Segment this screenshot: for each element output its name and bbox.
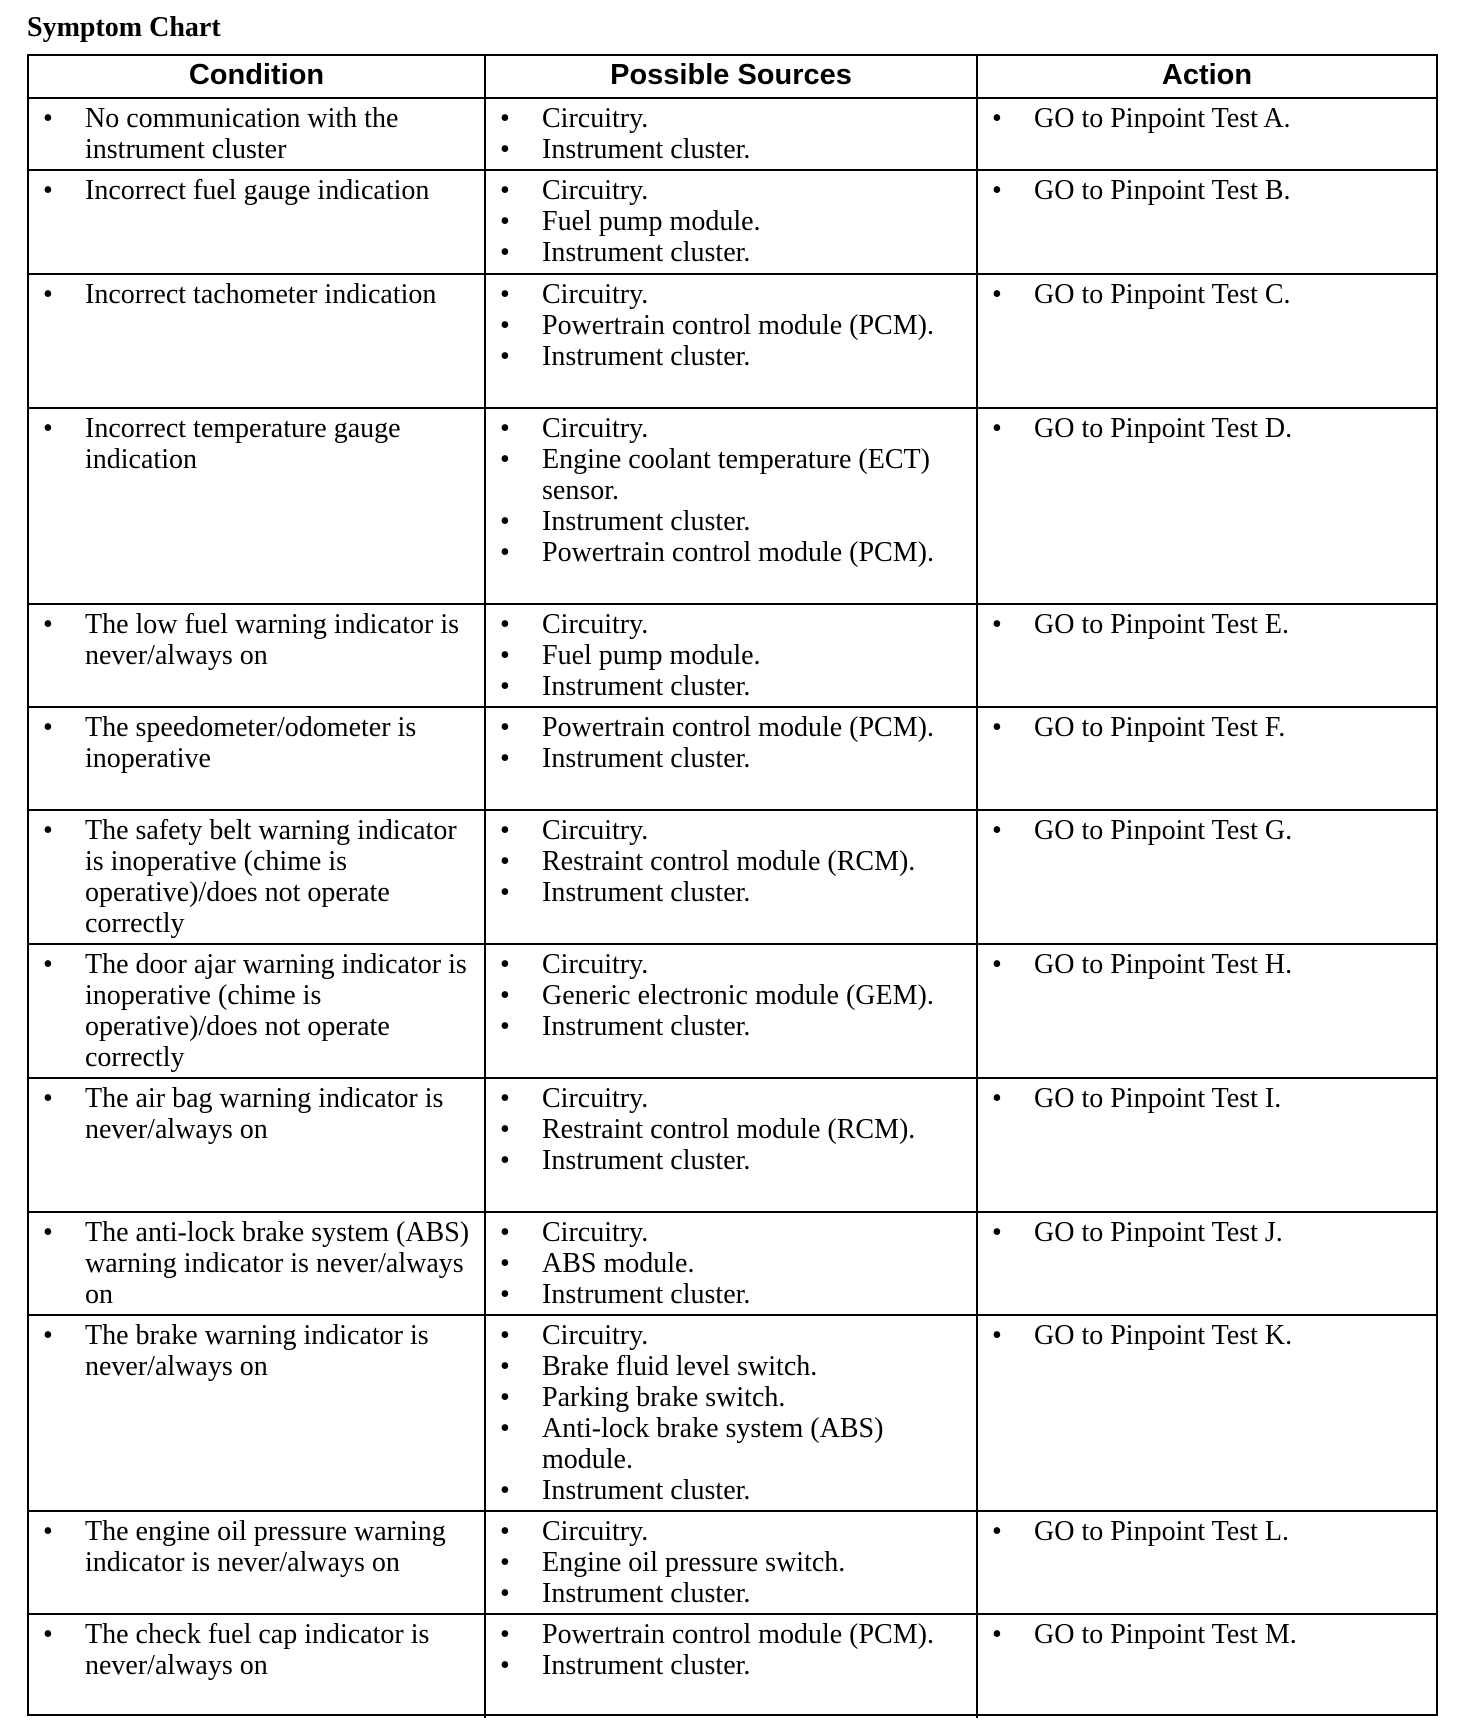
condition-text: • No communication with the instrument cluster <box>29 103 484 165</box>
sources-list <box>486 1615 976 1681</box>
condition-text: • The engine oil pressure warning indicator is never/always on <box>29 1516 484 1578</box>
source-item: • Instrument cluster. <box>486 1475 976 1506</box>
action-cell <box>978 1079 1436 1213</box>
action-text: • GO to Pinpoint Test E. <box>978 609 1436 640</box>
source-item: • Engine oil pressure switch. <box>486 1547 976 1578</box>
source-item: • Instrument cluster. <box>486 506 976 537</box>
action-text: • GO to Pinpoint Test H. <box>978 949 1436 980</box>
action-text: • GO to Pinpoint Test I. <box>978 1083 1436 1114</box>
sources-cell <box>486 1213 978 1316</box>
sources-cell <box>486 811 978 945</box>
condition-text: • Incorrect fuel gauge indication <box>29 175 484 206</box>
sources-list <box>486 99 976 165</box>
action-cell <box>978 1615 1436 1718</box>
sources-list <box>486 171 976 268</box>
condition-cell <box>29 945 486 1079</box>
source-item: • Circuitry. <box>486 175 976 206</box>
sources-cell <box>486 605 978 708</box>
action-list <box>978 171 1436 206</box>
source-item: • Instrument cluster. <box>486 134 976 165</box>
source-item: • Circuitry. <box>486 609 976 640</box>
source-item: • Instrument cluster. <box>486 671 976 702</box>
action-text: • GO to Pinpoint Test D. <box>978 413 1436 444</box>
source-item: • Instrument cluster. <box>486 1011 976 1042</box>
condition-list <box>29 1615 484 1681</box>
action-text: • GO to Pinpoint Test M. <box>978 1619 1436 1650</box>
source-item: • Circuitry. <box>486 1083 976 1114</box>
sources-cell <box>486 171 978 275</box>
condition-text: • The check fuel cap indicator is never/always on <box>29 1619 484 1681</box>
column-header-condition: Condition <box>29 56 486 99</box>
source-item: • Instrument cluster. <box>486 1145 976 1176</box>
condition-cell <box>29 275 486 409</box>
source-item: • Engine coolant temperature (ECT) sensor. <box>486 444 976 506</box>
sources-list <box>486 945 976 1042</box>
action-list <box>978 1512 1436 1547</box>
action-text: • GO to Pinpoint Test K. <box>978 1320 1436 1351</box>
condition-list <box>29 708 484 774</box>
condition-cell <box>29 605 486 708</box>
action-cell <box>978 1512 1436 1615</box>
action-cell <box>978 275 1436 409</box>
action-list <box>978 1316 1436 1351</box>
chart-title: Symptom Chart <box>27 12 221 43</box>
condition-list <box>29 99 484 165</box>
sources-cell <box>486 99 978 171</box>
source-item: • Circuitry. <box>486 1516 976 1547</box>
condition-cell <box>29 708 486 811</box>
action-text: • GO to Pinpoint Test J. <box>978 1217 1436 1248</box>
source-item: • Restraint control module (RCM). <box>486 846 976 877</box>
action-list <box>978 708 1436 743</box>
sources-list <box>486 1079 976 1176</box>
source-item: • Parking brake switch. <box>486 1382 976 1413</box>
sources-cell <box>486 1316 978 1512</box>
source-item: • Anti-lock brake system (ABS) module. <box>486 1413 976 1475</box>
source-item: • Circuitry. <box>486 1217 976 1248</box>
action-cell <box>978 811 1436 945</box>
action-cell <box>978 605 1436 708</box>
condition-list <box>29 605 484 671</box>
source-item: • Brake fluid level switch. <box>486 1351 976 1382</box>
condition-text: • Incorrect temperature gauge indication <box>29 413 484 475</box>
condition-cell <box>29 1316 486 1512</box>
condition-text: • The door ajar warning indicator is inoperative (chime is operative)/does not operate correctly <box>29 949 484 1073</box>
action-text: • GO to Pinpoint Test F. <box>978 712 1436 743</box>
sources-list <box>486 275 976 372</box>
condition-cell <box>29 1615 486 1718</box>
condition-text: • The low fuel warning indicator is never/always on <box>29 609 484 671</box>
source-item: • Instrument cluster. <box>486 743 976 774</box>
condition-list <box>29 275 484 310</box>
condition-list <box>29 1316 484 1382</box>
sources-cell <box>486 409 978 605</box>
source-item: • Fuel pump module. <box>486 206 976 237</box>
source-item: • Restraint control module (RCM). <box>486 1114 976 1145</box>
action-cell <box>978 945 1436 1079</box>
source-item: • Instrument cluster. <box>486 877 976 908</box>
condition-text: • The speedometer/odometer is inoperative <box>29 712 484 774</box>
condition-list <box>29 171 484 206</box>
column-header-possible-sources: Possible Sources <box>486 56 978 99</box>
condition-text: • Incorrect tachometer indication <box>29 279 484 310</box>
condition-list <box>29 409 484 475</box>
action-list <box>978 945 1436 980</box>
source-item: • Fuel pump module. <box>486 640 976 671</box>
condition-cell <box>29 171 486 275</box>
sources-list <box>486 1316 976 1506</box>
source-item: • Powertrain control module (PCM). <box>486 712 976 743</box>
sources-cell <box>486 275 978 409</box>
sources-list <box>486 811 976 908</box>
sources-list <box>486 1512 976 1609</box>
source-item: • Instrument cluster. <box>486 237 976 268</box>
source-item: • Circuitry. <box>486 815 976 846</box>
source-item: • Circuitry. <box>486 279 976 310</box>
source-item: • ABS module. <box>486 1248 976 1279</box>
condition-cell <box>29 1213 486 1316</box>
action-list <box>978 1213 1436 1248</box>
sources-cell <box>486 1079 978 1213</box>
condition-text: • The safety belt warning indicator is inoperative (chime is operative)/does not operate correctly <box>29 815 484 939</box>
action-cell <box>978 171 1436 275</box>
condition-cell <box>29 811 486 945</box>
action-cell <box>978 708 1436 811</box>
sources-cell <box>486 945 978 1079</box>
source-item: • Generic electronic module (GEM). <box>486 980 976 1011</box>
action-list <box>978 99 1436 134</box>
action-text: • GO to Pinpoint Test G. <box>978 815 1436 846</box>
sources-list <box>486 409 976 568</box>
action-list <box>978 1079 1436 1114</box>
action-cell <box>978 1213 1436 1316</box>
condition-text: • The anti-lock brake system (ABS) warning indicator is never/always on <box>29 1217 484 1310</box>
sources-list <box>486 605 976 702</box>
sources-list <box>486 1213 976 1310</box>
source-item: • Instrument cluster. <box>486 1650 976 1681</box>
source-item: • Circuitry. <box>486 1320 976 1351</box>
source-item: • Circuitry. <box>486 413 976 444</box>
source-item: • Instrument cluster. <box>486 1578 976 1609</box>
sources-cell <box>486 708 978 811</box>
sources-list <box>486 708 976 774</box>
source-item: • Instrument cluster. <box>486 1279 976 1310</box>
source-item: • Circuitry. <box>486 103 976 134</box>
condition-text: • The brake warning indicator is never/always on <box>29 1320 484 1382</box>
action-cell <box>978 409 1436 605</box>
condition-list <box>29 1512 484 1578</box>
symptom-table <box>27 54 1438 1716</box>
action-list <box>978 811 1436 846</box>
condition-list <box>29 811 484 939</box>
action-list <box>978 605 1436 640</box>
action-cell <box>978 99 1436 171</box>
condition-list <box>29 1079 484 1145</box>
condition-cell <box>29 409 486 605</box>
action-cell <box>978 1316 1436 1512</box>
action-text: • GO to Pinpoint Test B. <box>978 175 1436 206</box>
condition-cell <box>29 1079 486 1213</box>
sources-cell <box>486 1615 978 1718</box>
action-list <box>978 275 1436 310</box>
condition-cell <box>29 1512 486 1615</box>
source-item: • Circuitry. <box>486 949 976 980</box>
action-text: • GO to Pinpoint Test C. <box>978 279 1436 310</box>
column-header-action: Action <box>978 56 1436 99</box>
condition-list <box>29 1213 484 1310</box>
condition-list <box>29 945 484 1073</box>
action-list <box>978 1615 1436 1650</box>
action-text: • GO to Pinpoint Test L. <box>978 1516 1436 1547</box>
action-text: • GO to Pinpoint Test A. <box>978 103 1436 134</box>
condition-cell <box>29 99 486 171</box>
source-item: • Instrument cluster. <box>486 341 976 372</box>
action-list <box>978 409 1436 444</box>
source-item: • Powertrain control module (PCM). <box>486 537 976 568</box>
sources-cell <box>486 1512 978 1615</box>
condition-text: • The air bag warning indicator is never/always on <box>29 1083 484 1145</box>
source-item: • Powertrain control module (PCM). <box>486 310 976 341</box>
source-item: • Powertrain control module (PCM). <box>486 1619 976 1650</box>
